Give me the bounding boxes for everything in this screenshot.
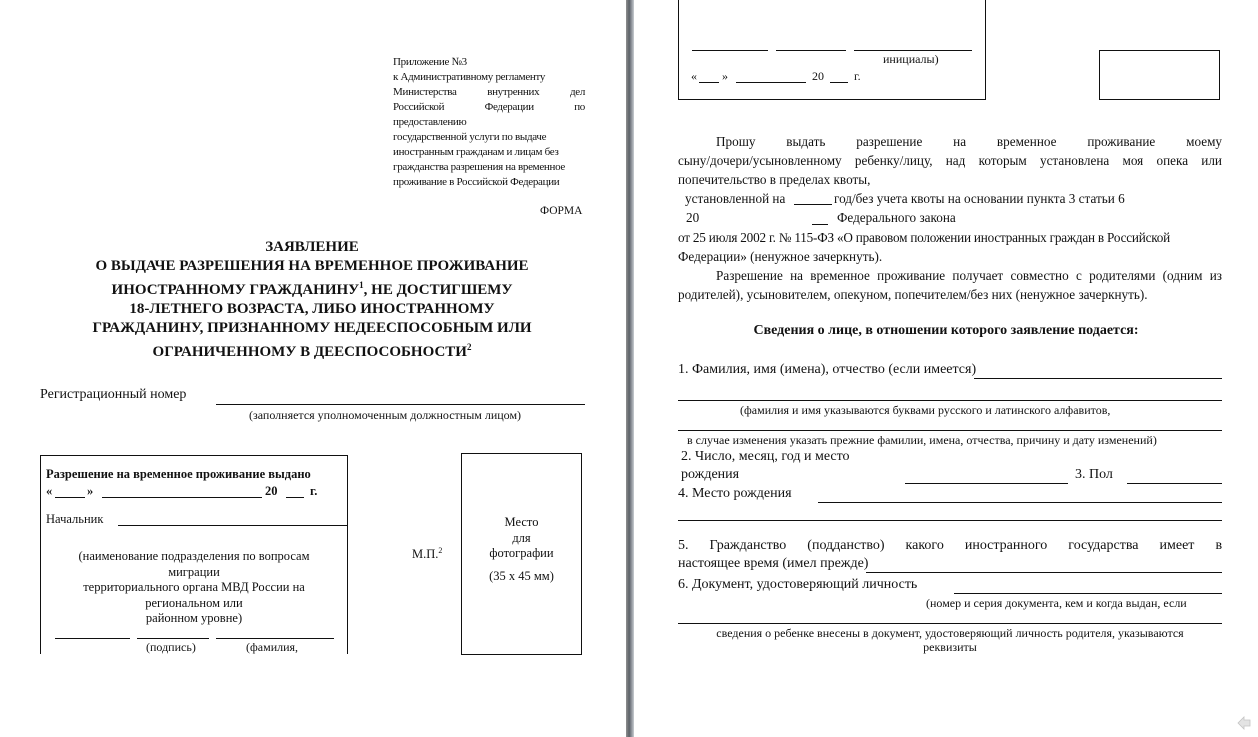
date-year-prefix: 20 <box>812 69 824 83</box>
field-5-label-2: настоящее время (имел прежде) <box>678 556 869 571</box>
chief-field[interactable] <box>118 525 347 526</box>
field-1-hint: (фамилия и имя указываются буквами русского и латинского алфавитов, <box>740 403 1111 417</box>
top-field-3[interactable] <box>854 50 972 51</box>
section-heading: Сведения о лице, в отношении которого заявление подается: <box>753 323 1139 338</box>
permit-year-field[interactable] <box>286 497 304 498</box>
request-line-4a: установленной на <box>685 191 786 206</box>
quota-year-field[interactable] <box>794 204 832 205</box>
field-1-label: 1. Фамилия, имя (имена), отчество (если имеется) <box>678 362 977 377</box>
title-text: ОГРАНИЧЕННОМУ В ДЕЕСПОСОБНОСТИ <box>152 344 467 360</box>
appendix-line: иностранным гражданам и лицам без <box>393 146 559 158</box>
appendix-word: дел <box>569 86 586 98</box>
request-line-7: Федерации» (ненужное зачеркнуть). <box>678 249 883 264</box>
appendix-line: предоставлению <box>393 116 467 128</box>
page-gutter <box>626 0 634 737</box>
appendix-word: Федерации <box>484 101 534 113</box>
date-close-quote: » <box>722 69 728 83</box>
photo-line: фотографии <box>489 546 554 560</box>
signature-field[interactable] <box>55 638 130 639</box>
field-5-word: иностранного <box>964 538 1048 553</box>
request-word: моему <box>1186 134 1223 149</box>
initials-hint: инициалы) <box>883 52 939 66</box>
permit-year-prefix: 20 <box>265 484 278 498</box>
appendix-line: проживание в Российской Федерации <box>393 176 560 188</box>
birth-place-field-2[interactable] <box>678 520 1222 521</box>
appendix-line: гражданства разрешения на временное <box>393 161 566 173</box>
registration-hint: (заполняется уполномоченным должностным лицом) <box>249 408 522 422</box>
permit-date-open-quote: « <box>46 484 53 498</box>
identity-document-field[interactable] <box>954 593 1222 594</box>
date-day-field[interactable] <box>699 82 719 83</box>
citizenship-field[interactable] <box>866 572 1222 573</box>
request-line-5b: Федерального закона <box>837 210 956 225</box>
field-5-word: государства <box>1068 538 1139 553</box>
hint-line: районном уровне) <box>145 611 243 625</box>
appendix-word: Российской <box>393 101 445 113</box>
field-5-label <box>678 536 1222 556</box>
hint-line: миграции <box>168 564 220 579</box>
title-line: ЗАЯВЛЕНИЕ <box>265 239 359 255</box>
top-field-1[interactable] <box>692 50 768 51</box>
top-table-cell-right <box>1099 50 1220 100</box>
request-word: Прошу <box>716 134 756 149</box>
permit-date-close-quote: » <box>87 484 94 498</box>
sex-field[interactable] <box>1127 483 1222 484</box>
request-line-8: Разрешение на временное проживание получает совместно с родителями (одним из <box>716 268 1222 283</box>
registration-number-label: Регистрационный номер <box>40 387 187 402</box>
identity-document-field-2[interactable] <box>678 623 1222 624</box>
date-year-field[interactable] <box>830 82 848 83</box>
field-5-word: (подданство) <box>807 538 885 553</box>
title-line <box>40 338 584 362</box>
stamp-place <box>412 546 442 562</box>
request-line-9: родителей), усыновителем, опекуном, попечителем/без них (ненужное зачеркнуть). <box>678 287 1148 302</box>
surname-hint: (фамилия, <box>246 640 299 654</box>
hint-line: (наименование подразделения по вопросам <box>78 549 310 563</box>
date-month-field[interactable] <box>736 82 806 83</box>
chief-label: Начальник <box>46 512 104 526</box>
request-word: на <box>953 134 967 149</box>
stamp-text: М.П. <box>412 547 439 562</box>
title-line: 18-ЛЕТНЕГО ВОЗРАСТА, ЛИБО ИНОСТРАННОМУ <box>129 301 495 317</box>
request-word: временное <box>996 134 1057 149</box>
appendix-line <box>393 85 585 100</box>
hint-line: территориального органа МВД России на <box>83 580 305 594</box>
title-line: О ВЫДАЧЕ РАЗРЕШЕНИЯ НА ВРЕМЕННОЕ ПРОЖИВАНИЕ <box>95 258 529 274</box>
request-line-3: попечительство в пределах квоты, <box>678 172 871 187</box>
title-text: ИНОСТРАННОМУ ГРАЖДАНИНУ <box>111 282 360 298</box>
field-2-label: 2. Число, месяц, год и место <box>681 449 850 464</box>
date-year-suffix: г. <box>854 69 861 83</box>
title-text: , НЕ ДОСТИГШЕМУ <box>363 282 513 298</box>
permit-month-field[interactable] <box>102 497 262 498</box>
top-field-2[interactable] <box>776 50 846 51</box>
appendix-word: внутренних <box>487 86 540 98</box>
document-page-right <box>634 0 1258 737</box>
field-5-word: в <box>1215 538 1223 553</box>
photo-line: для <box>512 530 531 545</box>
full-name-field[interactable] <box>974 378 1222 379</box>
request-line-4b: год/без учета квоты на основании пункта 3 статьи 6 <box>834 191 1125 206</box>
request-line-6: от 25 июля 2002 г. № 115-ФЗ «О правовом положении иностранных граждан в Российской <box>678 230 1171 245</box>
birth-date-field[interactable] <box>905 483 1068 484</box>
request-word: разрешение <box>856 134 923 149</box>
request-line-2: сыну/дочери/усыновленному ребенку/лицу, над которым установлена моя опека или <box>678 153 1222 168</box>
request-line-5a: 20 <box>686 210 700 225</box>
photo-line: Место <box>504 515 539 529</box>
field-1-hint-2: в случае изменения указать прежние фамилии, имена, отчества, причину и дату изменений) <box>687 433 1157 447</box>
appendix-line: Приложение №3 <box>393 56 467 68</box>
field-6-hint-2: сведения о ребенке внесены в документ, удостоверяющий личность родителя, указываются <box>716 626 1184 640</box>
appendix-line <box>393 100 585 115</box>
document-page-left <box>0 0 626 737</box>
box-border-right <box>347 549 348 654</box>
title-line <box>40 276 584 300</box>
hint-line: региональном или <box>145 595 243 610</box>
field-6-hint-3: реквизиты <box>923 640 977 654</box>
field-5-word: какого <box>905 538 944 553</box>
permit-day-field[interactable] <box>55 497 85 498</box>
full-name-field-3[interactable] <box>678 430 1222 431</box>
footnote-mark: 2 <box>466 342 472 352</box>
box-border-left <box>40 549 41 654</box>
request-line-1 <box>716 132 1222 152</box>
photo-label <box>461 515 582 584</box>
footnote-mark: 2 <box>438 546 443 555</box>
request-word: проживание <box>1087 134 1156 149</box>
document-title <box>40 238 584 362</box>
signature-hint: (подпись) <box>146 640 196 654</box>
field-3-label: 3. Пол <box>1075 467 1113 482</box>
permit-issued-label: Разрешение на временное проживание выдано <box>46 467 311 481</box>
form-label: ФОРМА <box>540 205 583 217</box>
signature-field-2[interactable] <box>137 638 209 639</box>
field-6-label: 6. Документ, удостоверяющий личность <box>678 577 918 592</box>
full-name-field-2[interactable] <box>678 400 1222 401</box>
surname-field[interactable] <box>216 638 334 639</box>
quota-year-suffix-field[interactable] <box>812 224 828 225</box>
registration-number-field[interactable] <box>216 404 585 405</box>
footnote-mark: 1 <box>359 280 364 290</box>
birth-place-field[interactable] <box>818 502 1222 503</box>
resize-grip-icon[interactable] <box>1236 715 1252 731</box>
appendix-word: по <box>574 101 586 113</box>
field-5-word: имеет <box>1159 538 1195 553</box>
title-line: ГРАЖДАНИНУ, ПРИЗНАННОМУ НЕДЕЕСПОСОБНЫМ ИЛИ <box>92 320 532 336</box>
date-open-quote: « <box>691 69 697 83</box>
appendix-line: к Административному регламенту <box>393 71 546 83</box>
photo-line: (35 х 45 мм) <box>489 568 554 583</box>
permit-year-suffix: г. <box>310 484 318 498</box>
appendix-line: государственной услуги по выдаче <box>393 131 547 143</box>
request-word: выдать <box>786 134 826 149</box>
appendix-word: Министерства <box>393 86 457 98</box>
field-5-word: 5. Гражданство <box>678 538 787 553</box>
appendix-note <box>393 55 585 190</box>
department-hint <box>40 549 348 627</box>
field-4-label: 4. Место рождения <box>678 486 792 501</box>
field-2-label-2: рождения <box>681 467 740 482</box>
field-6-hint: (номер и серия документа, кем и когда выдан, если <box>926 596 1187 610</box>
